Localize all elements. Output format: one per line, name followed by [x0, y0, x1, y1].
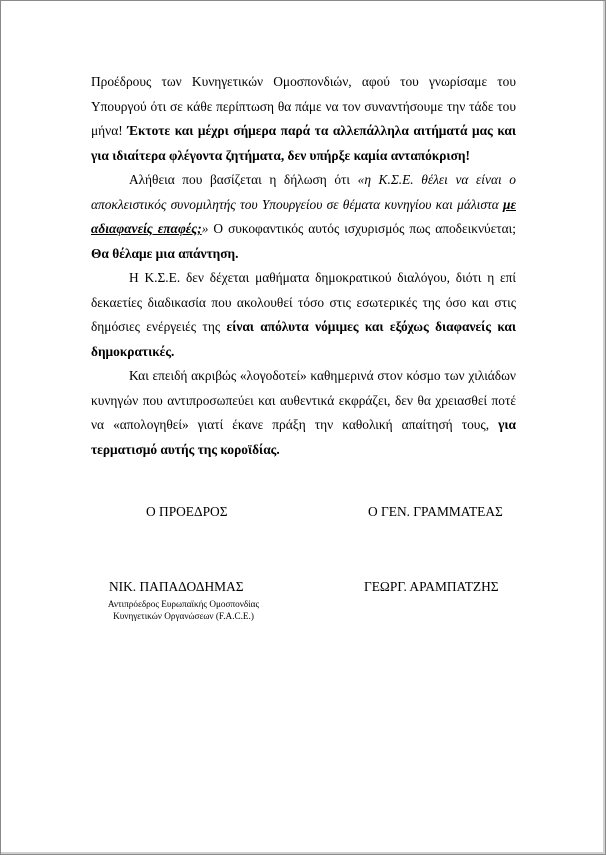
president-role-line-2: Κυνηγετικών Οργανώσεων (F.A.C.E.) — [113, 611, 254, 621]
president-title: Ο ΠΡΟΕΔΡΟΣ — [146, 504, 228, 519]
president-name: ΝΙΚ. ΠΑΠΑΔΟΔΗΜΑΣ — [109, 579, 244, 594]
secretary-general-title: Ο ΓΕΝ. ΓΡΑΜΜΑΤΕΑΣ — [368, 504, 503, 519]
paragraph-1: Προέδρους των Κυνηγετικών Ομοσπονδιών, αφού του γνωρίσαμε του Υπουργού ότι σε κάθε περίπτωση θα πάμε να τον συναντήσουμε την τάδε του μήνα! Έκτοτε και μέχρι σήμερα παρά τα αλλεπάλληλα αιτήματά μας και για ιδιαίτερα φλέγοντα ζητήματα, δεν υπήρξε καμία ανταπόκριση! — [91, 74, 516, 163]
president-role — [91, 598, 276, 622]
president-role-line-1: Αντιπρόεδρος Ευρωπαϊκής Ομοσπονδίας — [107, 599, 260, 609]
letter-body — [91, 70, 516, 462]
paragraph-2: Αλήθεια που βασίζεται η δήλωση ότι «η Κ.Σ.Ε. θέλει να είναι ο αποκλειστικός συνομιλητής του Υπουργείου σε θέματα κυνηγίου και μάλιστα με αδιαφανείς επαφές;» Ο συκοφαντικός αυτός ισχυρισμός πως αποδεικνύεται; Θα θέλαμε μια απάντηση. — [91, 172, 516, 261]
secretary-general-name: ΓΕΩΡΓ. ΑΡΑΜΠΑΤΖΗΣ — [364, 579, 499, 594]
paragraph-3: Η Κ.Σ.Ε. δεν δέχεται μαθήματα δημοκρατικού διαλόγου, διότι η επί δεκαετίες διαδικασία που ακολουθεί τόσο στις εσωτερικές της όσο και στις δημόσιες ενέργειές της είναι απόλυτα νόμιμες και εξόχως διαφανείς και δημοκρατικές. — [91, 270, 516, 359]
paragraph-4: Και επειδή ακριβώς «λογοδοτεί» καθημερινά στον κόσμο των χιλιάδων κυνηγών που αντιπροσωπεύει και αυθεντικά εκφράζει, δεν θα χρειασθεί ποτέ να «απολογηθεί» γιατί έκανε πράξη την καθολική απαίτησή τους, για τερματισμό αυτής της κοροϊδίας. — [91, 368, 516, 457]
